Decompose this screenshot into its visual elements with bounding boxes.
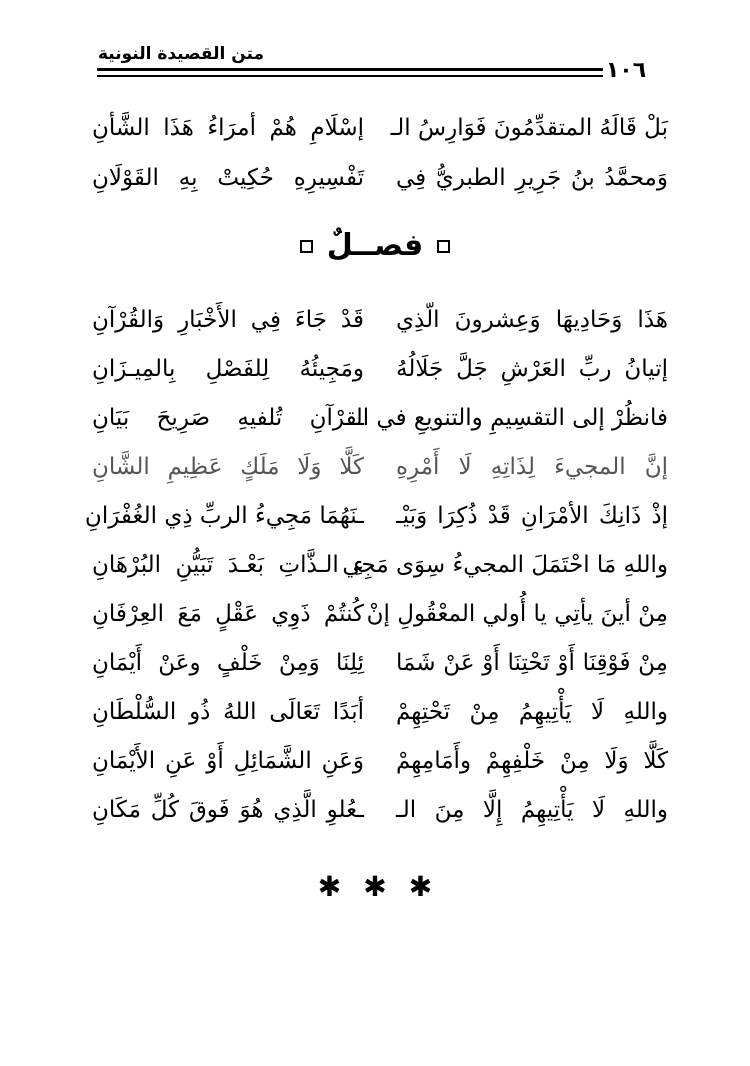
verse-line: [92, 639, 668, 687]
verse-first-hemistich: واللهِ لَا يَأْتِيهِمُ إِلَّا مِنَ الـ: [396, 797, 668, 823]
verse-first-hemistich: إنَّ المجيءَ لِذَاتِهِ لَا أَمْرِهِ: [396, 454, 668, 480]
verse-first-hemistich: مِنْ فَوْقِنَا أَوْ تَحْتِنَا أَوْ عَنْ شَمَا: [396, 650, 668, 676]
verse-line: [84, 492, 668, 540]
verse-first-hemistich: واللهِ مَا احْتَمَلَ المجيءُ سِوَى مَجِي: [342, 552, 668, 578]
verse-first-hemistich: بَلْ قَالَهُ المتقدِّمُونَ فَوَارِسُ الـ: [390, 115, 668, 141]
verse-line: [92, 394, 668, 442]
asterisk-icon: ✱: [317, 870, 342, 903]
verse-first-hemistich: واللهِ لَا يَأْتِيهِمُ مِنْ تَحْتِهِمْ: [396, 699, 668, 725]
verse-line: [92, 688, 668, 736]
verse-line: [92, 296, 668, 344]
verse-second-hemistich: ءِ الـذَّاتِ بَعْـدَ تَبَيُّنِ البُرْهَانِ: [92, 552, 364, 578]
square-ornament-icon: [437, 240, 450, 253]
running-header-title: متن القصيدة النونية: [97, 44, 265, 64]
header-rule-thick: [97, 68, 603, 71]
asterisk-icon: ✱: [363, 870, 387, 903]
verse-second-hemistich: إسْلَامِ هُمْ أمرَاءُ هَذَا الشَّأنِ: [92, 115, 364, 141]
section-title: فصــلٌ: [326, 228, 424, 263]
verse-second-hemistich: ـنَهُمَا مَجِيءُ الربِّ ذِي الغُفْرَانِ: [84, 503, 364, 529]
verse-line: [92, 737, 668, 785]
verse-line: [92, 154, 668, 202]
page-number: ١٠٦: [605, 58, 647, 83]
verse-second-hemistich: ومَجِيئُهُ لِلفَصْلِ بِالمِيـزَانِ: [92, 356, 364, 382]
verse-line: [92, 104, 668, 152]
verse-first-hemistich: فانظُرْ إلى التقسِيمِ والتنويعِ في الـ: [348, 405, 668, 431]
section-heading: [225, 222, 525, 270]
verse-second-hemistich: قَدْ جَاءَ فِي الأَخْبَارِ وَالقُرْآنِ: [92, 307, 364, 333]
asterisk-icon: ✱: [408, 870, 433, 903]
square-ornament-icon: [300, 240, 313, 253]
verse-line: [92, 541, 668, 589]
verse-first-hemistich: وَمحمَّدُ بنُ جَرِيرِ الطبريُّ فِي: [396, 165, 668, 191]
verse-line: [92, 345, 668, 393]
verse-second-hemistich: وَعَنِ الشَّمَائِلِ أَوْ عَنِ الأَيْمَانِ: [92, 748, 364, 774]
verse-second-hemistich: ـقرْآنِ تُلفيهِ صَرِيحَ بَيَانِ: [92, 405, 364, 431]
verse-second-hemistich: تَفْسِيرِهِ حُكِيتْ بِهِ القَوْلَانِ: [92, 165, 364, 191]
verse-second-hemistich: كُنتُمْ ذَوِي عَقْلٍ مَعَ العِرْفَانِ: [92, 601, 364, 627]
section-end-ornament: [300, 872, 450, 902]
verse-second-hemistich: ـعُلوِ الَّذِي هُوَ فَوقَ كُلِّ مَكَانِ: [92, 797, 364, 823]
verse-line: [92, 443, 668, 491]
verse-second-hemistich: أبَدًا تَعَالَى اللهُ ذُو السُّلْطَانِ: [92, 699, 364, 725]
verse-first-hemistich: مِنْ أينَ يأتِي يا أُولي المعْقُولِ إنْ: [366, 601, 668, 627]
header-rule-thin: [97, 75, 603, 77]
verse-second-hemistich: ئِلِنَا وَمِنْ خَلْفٍ وعَنْ أَيْمَانِ: [92, 650, 364, 676]
verse-first-hemistich: إذْ ذَانِكَ الأمْرَانِ قَدْ ذُكِرَا وَبَيْـ: [396, 503, 668, 529]
verse-second-hemistich: كَلَّا وَلَا مَلَكٍ عَظِيمِ الشَّانِ: [92, 454, 364, 480]
verse-line: [92, 590, 668, 638]
verse-first-hemistich: هَذَا وَحَادِيهَا وَعِشرونَ الّذِي: [396, 307, 668, 333]
verse-first-hemistich: إتيانُ ربِّ العَرْشِ جَلَّ جَلَالُهُ: [396, 356, 668, 382]
verse-line: [92, 786, 668, 834]
verse-first-hemistich: كَلَّا وَلَا مِنْ خَلْفِهِمْ وأَمَامِهِمْ: [396, 748, 668, 774]
